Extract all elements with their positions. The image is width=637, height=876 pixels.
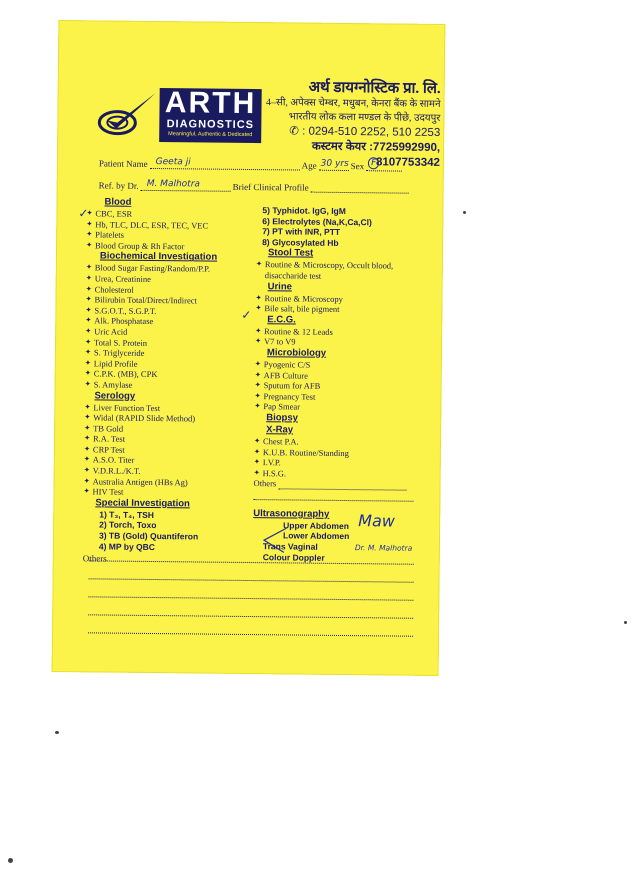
serology-heading: Serology	[94, 389, 136, 402]
ref-by-field[interactable]	[141, 178, 231, 192]
sex-label: Sex	[350, 161, 365, 172]
others-line	[88, 596, 413, 600]
address-line-2: भारतीय लोक कला मण्डल के पीछे, उदयपुर	[288, 111, 441, 124]
ecg-heading: E.C.G.	[267, 313, 296, 326]
test-item[interactable]: ✦ Alk. Phosphatase	[85, 316, 255, 328]
numbered-test-item[interactable]: 7) PT with INR, PTT	[262, 226, 341, 238]
logo-subtitle: DIAGNOSTICS	[166, 118, 255, 132]
special-test-item[interactable]: 4) MP by QBC	[98, 541, 156, 552]
special-test-item[interactable]: 1) T₃, T₄, TSH	[99, 509, 155, 520]
logo-name: ARTH	[164, 86, 257, 121]
ultrasonography-heading: Ultrasonography	[253, 507, 330, 520]
test-item[interactable]: ✦ Platelets	[86, 229, 256, 241]
test-item[interactable]: ✦ AFB Culture	[255, 370, 430, 382]
test-item[interactable]: ✦ S. Amylase	[85, 379, 255, 391]
handwritten-tick-icon: ✓	[78, 206, 89, 221]
phone-numbers: ✆ : 0294-510 2252, 510 2253	[289, 125, 441, 139]
clinical-profile-field[interactable]	[311, 183, 409, 194]
left-test-column	[83, 196, 257, 566]
right-others-row	[254, 478, 429, 490]
numbered-test-item[interactable]: 5) Typhidot. IgG, IgM	[262, 205, 346, 217]
logo-tagline: Meaningful, Authentic & Dedicated	[168, 131, 253, 139]
special-investigation-heading: Special Investigation	[95, 497, 190, 510]
test-item[interactable]: ✦ Bile salt, bile pigment	[255, 303, 430, 315]
right-others-field[interactable]	[278, 479, 406, 490]
test-item[interactable]: ✦ Australia Antigen (HBs Ag)	[84, 476, 254, 488]
test-item[interactable]: ✦ Uric Acid	[85, 326, 255, 338]
scan-speck	[8, 858, 13, 863]
special-test-item[interactable]: 3) TB (Gold) Quantiferon	[98, 530, 199, 542]
test-item[interactable]: ✦ Routine & Microscopy	[255, 293, 430, 305]
test-item[interactable]: ✦ CRP Test	[84, 444, 254, 456]
test-item[interactable]: ✦ A.S.O. Titer	[84, 455, 254, 467]
ref-by-label: Ref. by Dr.	[98, 180, 139, 191]
usg-item[interactable]: Upper Abdomen	[283, 520, 349, 531]
ref-by-value: M. Malhotra	[146, 178, 200, 190]
test-item[interactable]: ✦ Pregnancy Test	[254, 391, 429, 403]
others-line	[89, 578, 414, 582]
test-item[interactable]: ✦ Sputum for AFB	[255, 380, 430, 392]
handwritten-note: Dr. M. Malhotra	[354, 543, 413, 553]
usg-item[interactable]: Lower Abdomen	[282, 530, 350, 542]
biopsy-heading: Biopsy	[266, 412, 299, 424]
lab-header	[255, 78, 441, 171]
test-item[interactable]: ✦ I.V.P.	[254, 457, 429, 469]
scan-speck	[463, 211, 466, 214]
test-item[interactable]: ✦ S.G.O.T., S.G.P.T.	[85, 305, 255, 317]
test-item[interactable]: ✦ V.D.R.L./K.T.	[84, 465, 254, 477]
age-value: 30 yrs	[320, 158, 349, 170]
test-item[interactable]: ✦ Hb, TLC, DLC, ESR, TEC, VEC	[86, 219, 256, 231]
microbiology-heading: Microbiology	[266, 347, 327, 359]
patient-name-label: Patient Name	[98, 158, 148, 169]
left-others-label: Others	[82, 553, 107, 564]
urine-heading: Urine	[267, 280, 293, 293]
test-item[interactable]: ✦ H.S.G.	[254, 468, 429, 480]
test-item[interactable]: ✦ V7 to V9	[255, 336, 430, 348]
right-others-label: Others	[253, 478, 277, 489]
lab-name-hindi: अर्थ डायग्नोस्टिक प्रा. लि.	[308, 79, 441, 97]
patient-name-field[interactable]	[150, 159, 300, 171]
address-line-1: 4–सी, अपेक्स चेम्बर, मधुबन, केनरा बैंक के सामने	[266, 97, 441, 110]
stool-test-heading: Stool Test	[267, 247, 314, 260]
test-item[interactable]: ✦ S. Triglyceride	[85, 347, 255, 359]
checkmark-emblem-icon	[97, 90, 160, 141]
numbered-test-item[interactable]: 6) Electrolytes (Na,K,Ca,Cl)	[262, 215, 372, 227]
special-test-item[interactable]: 2) Torch, Toxo	[99, 519, 157, 531]
test-item[interactable]: ✦ CBC, ESR	[86, 208, 256, 220]
test-item[interactable]: ✦ Liver Function Test	[84, 402, 254, 414]
test-item[interactable]: ✦ Routine & 12 Leads	[255, 326, 430, 338]
biochemical-heading: Biochemical Investigation	[99, 250, 218, 264]
test-item[interactable]: ✦ HIV Test	[83, 487, 253, 499]
age-field[interactable]	[319, 158, 349, 171]
sex-field[interactable]	[366, 158, 402, 171]
others-line	[88, 614, 413, 618]
test-item[interactable]: ✦ Lipid Profile	[85, 358, 255, 370]
test-item[interactable]: ✦ Blood Group & Rh Factor	[86, 240, 256, 252]
referral-row	[99, 180, 411, 193]
clinical-profile-label: Brief Clinical Profile	[232, 181, 309, 193]
scan-speck	[624, 621, 627, 624]
handwritten-bracket-icon	[258, 526, 288, 556]
usg-item[interactable]: Colour Doppler	[262, 551, 325, 563]
sex-value: F	[368, 157, 379, 169]
right-test-column	[253, 205, 432, 564]
right-others-line	[253, 489, 413, 502]
handwritten-signature: Maw	[358, 511, 395, 531]
test-item[interactable]: ✦ Blood Sugar Fasting/Random/P.P.	[86, 263, 256, 275]
usg-item[interactable]: Trans Vaginal	[262, 541, 318, 552]
logo	[97, 82, 263, 144]
test-item[interactable]: ✦ Cholesterol	[86, 284, 256, 296]
test-item[interactable]: ✦ TB Gold	[84, 423, 254, 435]
others-line	[88, 632, 413, 636]
test-item[interactable]: ✦ C.P.K. (MB), CPK	[85, 369, 255, 381]
age-label: Age	[301, 160, 317, 171]
test-item[interactable]: ✦ Pap Smear	[254, 401, 429, 413]
xray-heading: X-Ray	[266, 424, 294, 436]
test-item[interactable]: ✦ Pyogenic C/S	[255, 359, 430, 371]
test-item[interactable]: ✦ Widal (RAPID Slide Method)	[84, 412, 254, 424]
patient-name-value: Geeta ji	[155, 157, 191, 168]
test-item[interactable]: ✦ R.A. Test	[84, 434, 254, 446]
patient-row	[99, 158, 404, 171]
logo-box	[159, 88, 262, 143]
test-item[interactable]: ✦ Total S. Protein	[85, 337, 255, 349]
prescription-slip	[52, 20, 446, 676]
test-item[interactable]: ✦ Chest P.A.	[254, 436, 429, 448]
customer-care: कस्टमर केयर :7725992990, 8107753342	[311, 140, 441, 169]
test-item[interactable]: ✦ Urea, Creatinine	[86, 273, 256, 285]
scan-speck	[55, 731, 59, 734]
test-item[interactable]: ✦ Bilirubin Total/Direct/Indirect	[85, 294, 255, 306]
test-item[interactable]: ✦ Routine & Microscopy, Occult blood, disaccharide test	[256, 259, 395, 282]
test-item[interactable]: ✦ K.U.B. Routine/Standing	[254, 447, 429, 459]
handwritten-tick-icon: ✓	[241, 307, 252, 323]
blood-heading: Blood	[104, 196, 132, 208]
numbered-test-item[interactable]: 8) Glycosylated Hb	[262, 236, 339, 248]
